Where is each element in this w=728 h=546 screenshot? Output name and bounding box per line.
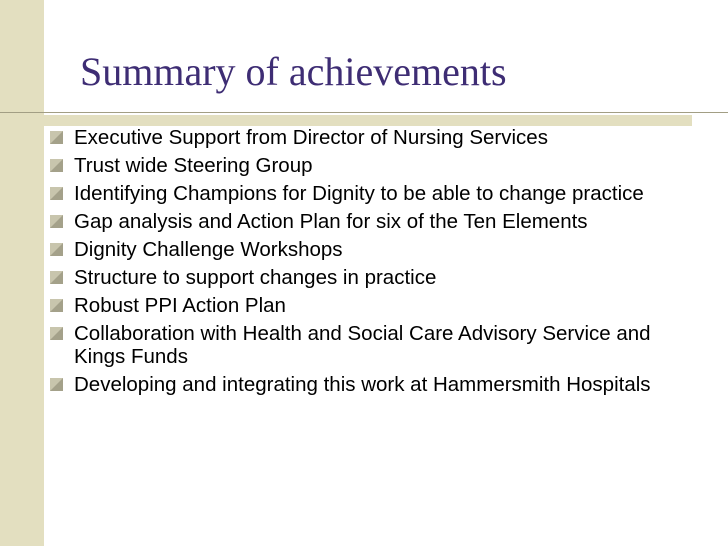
title-divider-bar	[44, 115, 692, 126]
bullet-item	[48, 126, 678, 149]
square-bullet-icon	[50, 243, 63, 256]
square-bullet-icon	[50, 271, 63, 284]
bullet-item	[48, 210, 678, 233]
bullet-text: Gap analysis and Action Plan for six of the Ten Elements	[74, 210, 588, 233]
bullet-item	[48, 266, 678, 289]
left-accent-band	[0, 0, 44, 546]
square-bullet-icon	[50, 159, 63, 172]
bullet-list	[48, 126, 678, 401]
bullet-item	[48, 373, 678, 396]
bullet-text: Collaboration with Health and Social Care Advisory Service and Kings Funds	[74, 322, 651, 368]
slide-title: Summary of achievements	[80, 49, 507, 94]
square-bullet-icon	[50, 131, 63, 144]
square-bullet-icon	[50, 187, 63, 200]
bullet-item	[48, 154, 678, 177]
square-bullet-icon	[50, 327, 63, 340]
bullet-item	[48, 238, 678, 261]
bullet-item	[48, 294, 678, 317]
bullet-text: Structure to support changes in practice	[74, 266, 437, 289]
title-divider-line	[0, 112, 728, 113]
bullet-text: Trust wide Steering Group	[74, 154, 313, 177]
bullet-text: Executive Support from Director of Nursing Services	[74, 126, 548, 149]
square-bullet-icon	[50, 378, 63, 391]
bullet-item	[48, 322, 678, 368]
square-bullet-icon	[50, 299, 63, 312]
bullet-text: Robust PPI Action Plan	[74, 294, 286, 317]
bullet-text: Dignity Challenge Workshops	[74, 238, 343, 261]
bullet-text: Developing and integrating this work at Hammersmith Hospitals	[74, 373, 651, 396]
square-bullet-icon	[50, 215, 63, 228]
bullet-text: Identifying Champions for Dignity to be able to change practice	[74, 182, 644, 205]
bullet-item	[48, 182, 678, 205]
